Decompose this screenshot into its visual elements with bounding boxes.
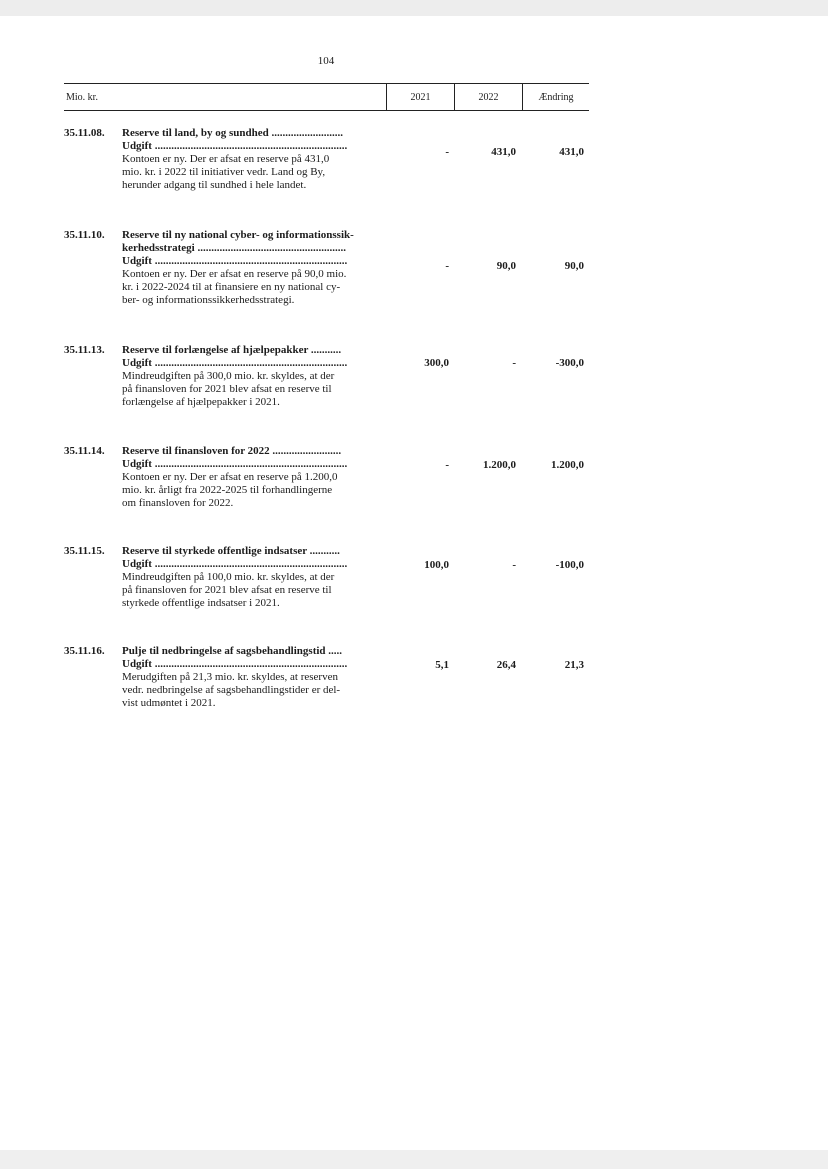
entry-description-line: Merudgiften på 21,3 mio. kr. skyldes, at reserven [122, 671, 338, 683]
entry-description-line: styrkede offentlige indsatser i 2021. [122, 597, 280, 609]
entry-code: 35.11.13. [64, 344, 105, 356]
value-2022: - [512, 357, 516, 369]
entry-description-line: Kontoen er ny. Der er afsat en reserve på 1.200,0 [122, 471, 338, 483]
entry-title: Reserve til forlængelse af hjælpepakker ........... [122, 344, 342, 356]
entry-description-line: vedr. nedbringelse af sagsbehandlingstider er del- [122, 684, 341, 696]
entry-subtitle: Udgift ...................................................................... [122, 357, 348, 369]
value-2021: - [445, 146, 449, 158]
header-rule-top [64, 83, 589, 84]
entry-subtitle: Udgift ...................................................................... [122, 255, 348, 267]
value-2021: 5,1 [435, 659, 449, 671]
value-change: -100,0 [555, 559, 584, 571]
entry-description-line: på finansloven for 2021 blev afsat en reserve til [122, 584, 332, 596]
scan-edge-top [0, 0, 828, 16]
value-2021: - [445, 260, 449, 272]
page-number: 104 [317, 55, 335, 67]
entry-description-line: om finansloven for 2022. [122, 497, 234, 509]
value-2022: - [512, 559, 516, 571]
entry-description-line: Mindreudgiften på 300,0 mio. kr. skyldes, at der [122, 370, 335, 382]
entry-description-line: mio. kr. årligt fra 2022-2025 til forhandlingerne [122, 484, 333, 496]
entry-description-line: forlængelse af hjælpepakker i 2021. [122, 396, 280, 408]
value-2021: 300,0 [424, 357, 449, 369]
entry-description-line: kr. i 2022-2024 til at finansiere en ny national cy- [122, 281, 341, 293]
value-change: 1.200,0 [551, 459, 584, 471]
entry-title: Reserve til land, by og sundhed .......................... [122, 127, 343, 139]
entry-subtitle: Udgift ...................................................................... [122, 458, 348, 470]
entry-code: 35.11.10. [64, 229, 105, 241]
entry-body [122, 445, 452, 510]
entry-description-line: på finansloven for 2021 blev afsat en reserve til [122, 383, 332, 395]
header-unit: Mio. kr. [66, 92, 98, 103]
entry-title: kerhedsstrategi ...................................................... [122, 242, 346, 254]
value-change: -300,0 [555, 357, 584, 369]
entry-subtitle: Udgift ...................................................................... [122, 140, 348, 152]
entry-title: Reserve til styrkede offentlige indsatser ........... [122, 545, 340, 557]
entry-description-line: Mindreudgiften på 100,0 mio. kr. skyldes, at der [122, 571, 335, 583]
entry-subtitle: Udgift ...................................................................... [122, 558, 348, 570]
scan-edge-bottom [0, 1150, 828, 1169]
entry-title: Pulje til nedbringelse af sagsbehandlingstid ..... [122, 645, 343, 657]
header-rule-bottom [64, 110, 589, 111]
entry-code: 35.11.08. [64, 127, 105, 139]
entry-description-line: vist udmøntet i 2021. [122, 697, 216, 709]
value-change: 90,0 [564, 260, 584, 272]
entry-title: Reserve til finansloven for 2022 ......................... [122, 445, 342, 457]
value-2022: 431,0 [491, 146, 516, 158]
entry-subtitle: Udgift ...................................................................... [122, 658, 348, 670]
entry-description-line: ber- og informationssikkerhedsstrategi. [122, 294, 295, 306]
header-col-change: Ændring [538, 92, 574, 103]
value-change: 431,0 [559, 146, 584, 158]
entry-description-line: mio. kr. i 2022 til initiativer vedr. Land og By, [122, 166, 326, 178]
entry-description-line: herunder adgang til sundhed i hele landet. [122, 179, 307, 191]
header-col-2022: 2022 [478, 92, 499, 103]
entry-description-line: Kontoen er ny. Der er afsat en reserve på 431,0 [122, 153, 330, 165]
header-col-2021: 2021 [410, 92, 431, 103]
value-2021: 100,0 [424, 559, 449, 571]
value-2022: 26,4 [496, 659, 516, 671]
value-change: 21,3 [564, 659, 584, 671]
entry-code: 35.11.16. [64, 645, 105, 657]
value-2021: - [445, 459, 449, 471]
entry-body [122, 127, 452, 192]
entry-body [122, 645, 452, 710]
entry-body [122, 545, 452, 610]
value-2022: 90,0 [496, 260, 516, 272]
value-2022: 1.200,0 [483, 459, 516, 471]
entry-body [122, 344, 452, 409]
entry-code: 35.11.15. [64, 545, 105, 557]
entry-description-line: Kontoen er ny. Der er afsat en reserve på 90,0 mio. [122, 268, 347, 280]
entry-title: Reserve til ny national cyber- og informationssik- [122, 229, 354, 241]
entry-code: 35.11.14. [64, 445, 105, 457]
